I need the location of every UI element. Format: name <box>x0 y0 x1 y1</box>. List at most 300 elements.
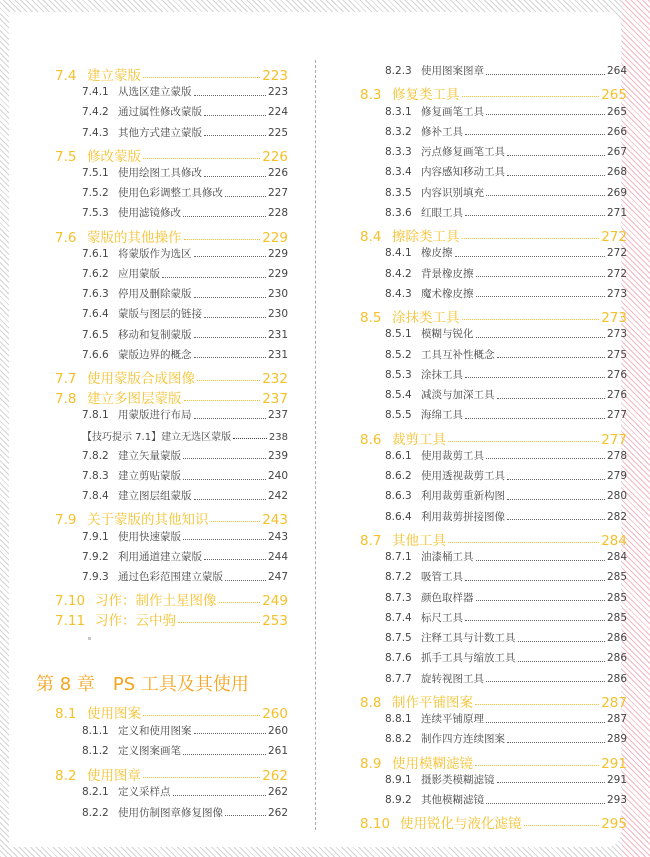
toc-entry-sub[interactable] <box>385 610 627 625</box>
toc-entry-page: 275 <box>606 348 627 361</box>
toc-entry-title: 蒙版的其他操作 <box>87 229 182 246</box>
dot-leader <box>204 558 266 560</box>
toc-entry-sub[interactable] <box>82 805 288 820</box>
toc-entry-page: 223 <box>262 68 288 84</box>
toc-entry-number: 8.3 <box>360 87 382 104</box>
toc-entry-title: 使用蒙版合成图像 <box>87 371 195 387</box>
dot-leader <box>204 134 266 136</box>
toc-entry-page: 253 <box>262 613 288 630</box>
toc-entry-sub[interactable] <box>385 367 627 382</box>
toc-entry-sub[interactable] <box>82 165 288 180</box>
toc-entry-page: 273 <box>601 310 627 326</box>
toc-entry-title: 其他模糊滤镜 <box>421 794 484 806</box>
toc-entry-label <box>82 104 202 119</box>
dot-leader <box>518 660 605 662</box>
toc-entry-section[interactable] <box>55 589 288 609</box>
toc-entry-label <box>385 326 474 341</box>
toc-entry-title: 定义图案画笔 <box>118 745 181 757</box>
dot-leader <box>476 336 605 338</box>
toc-entry-page: 231 <box>267 328 288 341</box>
dot-leader <box>486 73 605 75</box>
toc-entry-number: 8.3.1 <box>385 105 412 118</box>
toc-entry-title: 使用绘图工具修改 <box>118 167 202 179</box>
toc-entry-title: 从选区建立蒙版 <box>118 86 192 99</box>
toc-entry-label <box>385 448 484 463</box>
dot-leader <box>204 175 266 177</box>
toc-entry-sub[interactable] <box>385 630 627 645</box>
toc-entry-sub[interactable] <box>385 347 627 362</box>
dot-leader <box>486 457 605 459</box>
toc-entry-page: 293 <box>606 794 627 806</box>
toc-entry-sub[interactable] <box>385 205 627 220</box>
toc-entry-page: 277 <box>601 431 627 448</box>
toc-entry-page: 261 <box>267 745 288 757</box>
toc-entry-page: 279 <box>606 470 627 482</box>
toc-entry-title: 修补工具 <box>421 125 463 138</box>
toc-entry-label <box>385 185 484 200</box>
toc-entry-page: 287 <box>606 713 627 725</box>
toc-entry-sub[interactable] <box>385 245 627 260</box>
toc-entry-label <box>82 549 202 564</box>
dot-leader <box>178 621 260 623</box>
toc-entry-page: 243 <box>267 530 288 543</box>
toc-entry-title: 定义采样点 <box>118 786 171 798</box>
toc-entry-label <box>82 428 231 443</box>
toc-entry-sub[interactable] <box>385 266 627 281</box>
toc-entry-label <box>385 367 463 382</box>
toc-entry-sub[interactable] <box>82 488 288 503</box>
toc-entry-sub[interactable] <box>82 407 288 422</box>
toc-entry-label <box>360 529 446 549</box>
toc-entry-title: 注释工具与计数工具 <box>421 632 516 644</box>
toc-entry-page: 278 <box>606 449 627 462</box>
toc-entry-page: 272 <box>606 247 627 260</box>
toc-entry-sub[interactable] <box>385 772 627 787</box>
toc-entry-sub[interactable] <box>385 326 627 341</box>
dot-leader <box>211 520 261 522</box>
toc-entry-number: 8.10 <box>360 816 391 833</box>
toc-entry-title: 建立矢量蒙版 <box>118 449 181 462</box>
toc-entry-sub[interactable] <box>82 306 288 321</box>
toc-entry-label <box>385 610 463 625</box>
toc-entry-page: 227 <box>267 187 288 200</box>
toc-entry-sub[interactable] <box>82 125 288 140</box>
toc-entry-number: 8.7.2 <box>385 571 412 584</box>
dot-leader <box>465 417 605 419</box>
toc-entry-number: 8.5 <box>360 310 382 326</box>
chapter-title: PS 工具及其使用 <box>112 674 249 695</box>
toc-entry-number: 8.7.6 <box>385 652 412 665</box>
dot-leader <box>143 776 260 778</box>
toc-entry-section[interactable] <box>55 145 288 165</box>
toc-entry-section[interactable] <box>55 226 288 246</box>
toc-entry-page: 285 <box>606 591 627 604</box>
toc-entry-label <box>82 246 192 261</box>
dot-leader <box>194 255 266 257</box>
toc-entry-title: 修复画笔工具 <box>421 105 484 118</box>
toc-entry-page: 228 <box>267 207 288 220</box>
toc-entry-title: 【技巧提示 7.1】建立无选区蒙版 <box>82 431 232 443</box>
toc-entry-page: 268 <box>606 166 627 179</box>
toc-entry-page: 276 <box>606 368 627 381</box>
dot-leader <box>194 417 266 419</box>
dot-leader <box>476 559 605 561</box>
toc-entry-label <box>82 743 181 758</box>
toc-entry-number: 8.8.1 <box>385 713 412 725</box>
toc-entry-label <box>385 630 516 645</box>
toc-entry-sub[interactable] <box>82 104 288 119</box>
toc-entry-title: 其他方式建立蒙版 <box>118 126 202 139</box>
toc-entry-page: 226 <box>267 167 288 179</box>
dot-leader <box>475 703 599 705</box>
toc-entry-number: 8.5.3 <box>385 368 412 381</box>
toc-entry-sub[interactable] <box>82 185 288 200</box>
toc-entry-page: 240 <box>267 470 288 482</box>
toc-entry-title: 建立蒙版 <box>87 68 141 84</box>
dot-leader <box>183 478 266 480</box>
dot-leader <box>486 721 605 723</box>
toc-entry-label <box>82 327 192 342</box>
toc-entry-number: 8.3.6 <box>385 206 412 219</box>
toc-entry-number: 7.5.1 <box>82 167 109 179</box>
toc-entry-sub[interactable] <box>385 124 627 139</box>
dot-leader <box>497 356 605 358</box>
toc-entry-page: 280 <box>606 490 627 503</box>
toc-entry-label <box>55 64 141 84</box>
toc-entry-sub[interactable] <box>82 327 288 342</box>
toc-entry-label <box>82 529 181 544</box>
dot-leader <box>197 379 260 381</box>
toc-entry-sub[interactable] <box>385 569 627 584</box>
toc-entry-title: 建立剪贴蒙版 <box>118 470 181 482</box>
toc-entry-label <box>385 792 484 807</box>
toc-entry-number: 8.6.3 <box>385 490 412 503</box>
toc-entry-page: 237 <box>262 391 288 408</box>
toc-entry-sub[interactable] <box>82 723 288 738</box>
toc-left-column <box>0 0 300 857</box>
toc-entry-number: 8.1.1 <box>82 724 109 737</box>
toc-entry-page: 262 <box>267 806 288 819</box>
toc-entry-sub[interactable] <box>385 731 627 746</box>
toc-entry-number: 7.8 <box>55 391 77 408</box>
toc-entry-label <box>55 367 195 387</box>
toc-entry-sub[interactable] <box>385 650 627 665</box>
toc-entry-label <box>360 428 446 448</box>
toc-entry-sub[interactable] <box>82 569 288 584</box>
toc-entry-label <box>55 387 182 407</box>
dot-leader <box>476 599 605 601</box>
toc-entry-sub[interactable] <box>385 407 627 422</box>
toc-entry-sub[interactable] <box>385 144 627 159</box>
toc-entry-section[interactable] <box>360 428 627 448</box>
toc-entry-page: 244 <box>267 550 288 563</box>
toc-entry-page: 289 <box>606 733 627 746</box>
dot-leader <box>507 498 605 500</box>
toc-entry-label <box>385 266 474 281</box>
toc-entry-label <box>55 589 217 609</box>
toc-entry-title: 擦除类工具 <box>392 229 460 245</box>
toc-entry-number: 8.2 <box>55 767 77 784</box>
dot-leader <box>497 781 605 783</box>
toc-entry-title: 制作四方连续图案 <box>421 733 505 746</box>
toc-entry-sub[interactable] <box>385 549 627 564</box>
toc-entry-number: 8.7.1 <box>385 551 412 563</box>
dot-leader <box>448 440 599 442</box>
toc-entry-tip[interactable] <box>82 428 288 443</box>
toc-entry-section[interactable] <box>55 387 288 407</box>
dot-leader <box>462 237 600 239</box>
toc-entry-page: 265 <box>606 105 627 118</box>
toc-entry-section[interactable] <box>360 306 627 326</box>
toc-entry-page: 229 <box>267 247 288 260</box>
dot-leader <box>143 157 260 159</box>
toc-entry-number: 7.5.3 <box>82 207 109 220</box>
toc-entry-sub[interactable] <box>82 468 288 483</box>
toc-entry-title: 使用裁剪工具 <box>421 449 484 462</box>
toc-entry-title: 油漆桶工具 <box>421 551 474 563</box>
toc-entry-title: 橡皮擦 <box>421 247 453 260</box>
toc-entry-sub[interactable] <box>385 488 627 503</box>
dot-leader <box>507 478 605 480</box>
toc-entry-sub[interactable] <box>385 711 627 726</box>
toc-entry-page: 243 <box>262 512 288 529</box>
dot-leader <box>143 714 260 716</box>
toc-entry-label <box>82 125 202 140</box>
dot-leader <box>183 457 266 459</box>
toc-entry-number: 8.5.1 <box>385 328 412 341</box>
toc-entry-page: 273 <box>606 328 627 341</box>
toc-entry-label <box>82 185 223 200</box>
toc-entry-title: 使用色彩调整工具修改 <box>118 187 223 200</box>
toc-entry-section[interactable] <box>360 691 627 711</box>
toc-entry-page: 291 <box>606 773 627 786</box>
toc-entry-section[interactable] <box>55 64 288 84</box>
dot-leader <box>204 114 266 116</box>
toc-entry-page: 282 <box>606 510 627 523</box>
toc-entry-sub[interactable] <box>82 205 288 220</box>
toc-entry-number: 8.7.4 <box>385 611 412 624</box>
toc-entry-sub[interactable] <box>82 84 288 99</box>
toc-entry-section[interactable] <box>360 752 627 772</box>
dot-leader <box>486 680 605 682</box>
dot-leader <box>233 437 267 439</box>
toc-entry-page: 286 <box>606 632 627 644</box>
toc-entry-number: 7.6.6 <box>82 348 109 361</box>
dot-leader <box>194 732 266 734</box>
toc-entry-number: 8.5.5 <box>385 409 412 422</box>
toc-entry-label <box>82 569 223 584</box>
toc-entry-number: 8.6 <box>360 431 382 448</box>
toc-entry-label <box>82 347 192 362</box>
dot-leader <box>183 753 266 755</box>
toc-entry-number: 7.4 <box>55 68 77 84</box>
toc-entry-title: 关于蒙版的其他知识 <box>87 512 209 529</box>
dot-leader <box>225 195 266 197</box>
toc-entry-sub[interactable] <box>82 448 288 463</box>
toc-entry-number: 7.6.3 <box>82 288 109 301</box>
toc-entry-label <box>82 723 192 738</box>
toc-entry-label <box>82 784 171 799</box>
toc-entry-page: 225 <box>267 126 288 139</box>
dot-leader <box>507 154 605 156</box>
toc-entry-page: 284 <box>601 532 627 549</box>
toc-entry-section[interactable] <box>360 83 627 103</box>
toc-entry-title: 内容识别填充 <box>421 186 484 199</box>
toc-entry-sub[interactable] <box>385 792 627 807</box>
toc-entry-label <box>385 569 463 584</box>
toc-entry-page: 276 <box>606 389 627 401</box>
toc-entry-label <box>55 702 141 722</box>
toc-entry-number: 8.4 <box>360 229 382 245</box>
toc-entry-title: 习作：云中驹 <box>95 613 176 630</box>
toc-entry-label <box>82 165 202 180</box>
toc-entry-sub[interactable] <box>385 590 627 605</box>
toc-entry-sub[interactable] <box>82 549 288 564</box>
dot-leader <box>194 336 266 338</box>
toc-entry-title: 通过属性修改蒙版 <box>118 106 202 119</box>
toc-entry-number: 8.1.2 <box>82 745 109 757</box>
toc-entry-sub[interactable] <box>82 529 288 544</box>
toc-entry-sub[interactable] <box>385 509 627 524</box>
toc-entry-sub[interactable] <box>385 448 627 463</box>
toc-entry-section[interactable] <box>55 367 288 387</box>
toc-entry-label <box>82 286 192 301</box>
toc-entry-sub[interactable] <box>385 185 627 200</box>
toc-entry-title: 抓手工具与缩放工具 <box>421 652 516 665</box>
toc-entry-title: 使用快速蒙版 <box>118 530 181 543</box>
toc-entry-page: 249 <box>262 593 288 610</box>
toc-entry-number: 8.2.3 <box>385 65 412 77</box>
toc-entry-number: 7.6.5 <box>82 328 109 341</box>
toc-entry-page: 266 <box>606 125 627 138</box>
toc-entry-page: 223 <box>267 86 288 99</box>
chapter-number: 第 8 章 <box>36 674 95 695</box>
dot-leader <box>183 538 266 540</box>
toc-entry-label <box>385 468 505 483</box>
toc-entry-title: 建立多图层蒙版 <box>87 391 182 408</box>
toc-entry-section[interactable] <box>55 508 288 528</box>
toc-entry-title: 使用透视裁剪工具 <box>421 470 505 482</box>
dot-leader <box>465 376 605 378</box>
toc-entry-sub[interactable] <box>82 266 288 281</box>
toc-entry-title: 海绵工具 <box>421 409 463 422</box>
toc-entry-sub[interactable] <box>385 63 627 78</box>
toc-entry-page: 291 <box>601 755 627 772</box>
toc-entry-title: 使用图案 <box>87 706 141 722</box>
dot-leader <box>476 275 605 277</box>
toc-entry-number: 7.5.2 <box>82 187 109 200</box>
toc-entry-sub[interactable] <box>385 671 627 686</box>
toc-entry-sub[interactable] <box>385 104 627 119</box>
toc-entry-section[interactable] <box>55 702 288 722</box>
toc-entry-number: 8.4.1 <box>385 247 412 260</box>
toc-entry-number: 7.6.1 <box>82 247 109 260</box>
toc-entry-number: 7.10 <box>55 593 86 610</box>
toc-entry-title: 停用及删除蒙版 <box>118 288 192 301</box>
toc-entry-number: 8.3.5 <box>385 186 412 199</box>
toc-entry-sub[interactable] <box>82 347 288 362</box>
toc-entry-title: 连续平铺原理 <box>421 713 484 725</box>
toc-entry-title: 涂抹类工具 <box>392 310 460 326</box>
toc-entry-number: 7.6.4 <box>82 308 109 321</box>
toc-entry-number: 8.3.3 <box>385 146 412 158</box>
dot-leader <box>476 295 605 297</box>
toc-entry-page: 295 <box>601 816 627 833</box>
dot-leader <box>518 640 605 642</box>
dot-leader <box>204 316 266 318</box>
toc-entry-title: 建立图层组蒙版 <box>118 490 192 503</box>
toc-entry-number: 8.9 <box>360 755 382 772</box>
toc-entry-sub[interactable] <box>385 286 627 301</box>
toc-entry-page: 238 <box>268 431 288 443</box>
toc-entry-title: 标尺工具 <box>421 611 463 624</box>
toc-entry-section[interactable] <box>360 812 627 832</box>
toc-entry-number: 7.9.2 <box>82 550 109 563</box>
dot-leader <box>497 397 605 399</box>
toc-entry-number: 8.5.2 <box>385 348 412 361</box>
toc-entry-page: 286 <box>606 652 627 665</box>
toc-entry-section[interactable] <box>55 609 288 629</box>
toc-entry-label <box>385 407 463 422</box>
toc-right-column <box>335 0 627 857</box>
toc-entry-number: 8.9.2 <box>385 794 412 806</box>
toc-entry-number: 7.9 <box>55 512 77 529</box>
toc-entry-number: 7.6 <box>55 229 77 246</box>
toc-entry-title: 污点修复画笔工具 <box>421 146 505 158</box>
toc-entry-page: 224 <box>267 106 288 119</box>
toc-entry-label <box>385 650 516 665</box>
toc-entry-label <box>360 83 460 103</box>
toc-entry-number: 7.8.3 <box>82 470 109 482</box>
toc-entry-title: 模糊与锐化 <box>421 328 474 341</box>
toc-entry-number: 8.8 <box>360 694 382 711</box>
dot-leader <box>162 276 266 278</box>
toc-entry-title: 蒙版与图层的链接 <box>118 308 202 321</box>
toc-entry-sub[interactable] <box>82 286 288 301</box>
toc-entry-title: 内容感知移动工具 <box>421 166 505 179</box>
toc-entry-section[interactable] <box>55 764 288 784</box>
toc-entry-page: 229 <box>267 268 288 280</box>
toc-entry-sub[interactable] <box>385 164 627 179</box>
toc-entry-title: 旋转视图工具 <box>421 672 484 685</box>
toc-entry-title: 应用蒙版 <box>118 268 160 280</box>
dot-leader <box>465 579 605 581</box>
toc-entry-page: 230 <box>267 308 288 321</box>
toc-entry-label <box>385 144 505 159</box>
toc-entry-label <box>82 306 202 321</box>
toc-entry-label <box>385 63 484 78</box>
toc-entry-section[interactable] <box>360 225 627 245</box>
toc-entry-label <box>82 407 192 422</box>
toc-entry-sub[interactable] <box>82 784 288 799</box>
toc-entry-title: 吸管工具 <box>421 571 463 584</box>
toc-entry-sub[interactable] <box>385 387 627 402</box>
toc-entry-number: 8.4.3 <box>385 287 412 300</box>
toc-entry-sub[interactable] <box>82 743 288 758</box>
toc-entry-title: 使用模糊滤镜 <box>392 755 473 772</box>
toc-entry-number: 8.7.3 <box>385 591 412 604</box>
toc-entry-section[interactable] <box>360 529 627 549</box>
toc-entry-label <box>385 387 495 402</box>
toc-entry-page: 237 <box>267 409 288 422</box>
toc-entry-sub[interactable] <box>385 468 627 483</box>
dot-leader <box>184 399 261 401</box>
toc-entry-page: 262 <box>267 786 288 798</box>
toc-entry-label <box>55 508 209 528</box>
dot-leader <box>465 133 605 135</box>
toc-entry-sub[interactable] <box>82 246 288 261</box>
dot-leader <box>173 794 266 796</box>
